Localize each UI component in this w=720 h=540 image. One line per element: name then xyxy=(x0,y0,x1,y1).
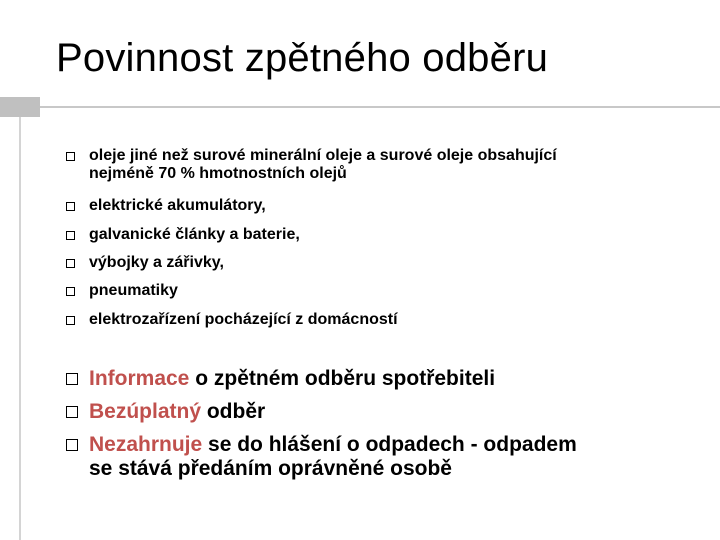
key-point-rest: odběr xyxy=(201,400,266,423)
square-bullet-icon xyxy=(66,231,75,240)
left-margin-rule xyxy=(19,117,21,540)
key-point-highlight: Bezúplatný xyxy=(89,400,202,423)
bullet-text-line: nejméně 70 % hmotnostních olejů xyxy=(89,165,347,182)
key-point-text xyxy=(89,367,689,391)
divider-line xyxy=(40,106,720,108)
key-point-highlight: Nezahrnuje xyxy=(89,433,203,456)
title-divider xyxy=(0,97,720,117)
square-bullet-icon xyxy=(66,439,78,451)
bullet-text-line: oleje jiné než surové minerální oleje a surové oleje obsahující xyxy=(89,147,557,164)
bullet-text: výbojky a zářivky, xyxy=(89,254,224,271)
square-bullet-icon xyxy=(66,152,75,161)
bullet-text: pneumatiky xyxy=(89,282,178,299)
key-point-text xyxy=(89,433,689,481)
square-bullet-icon xyxy=(66,259,75,268)
bullet-text: elektrické akumulátory, xyxy=(89,197,266,214)
key-point-rest: o zpětném odběru spotřebiteli xyxy=(189,367,496,390)
bullet-text: elektrozařízení pocházející z domácností xyxy=(89,311,398,328)
key-point-highlight: Informace xyxy=(89,367,190,390)
square-bullet-icon xyxy=(66,406,78,418)
divider-accent-block xyxy=(0,97,40,117)
key-point-text xyxy=(89,400,689,424)
square-bullet-icon xyxy=(66,202,75,211)
bullet-text xyxy=(89,147,689,183)
slide-title: Povinnost zpětného odběru xyxy=(56,36,549,80)
key-point-continuation: se stává předáním oprávněné osobě xyxy=(89,457,452,480)
square-bullet-icon xyxy=(66,316,75,325)
square-bullet-icon xyxy=(66,287,75,296)
square-bullet-icon xyxy=(66,373,78,385)
bullet-text: galvanické články a baterie, xyxy=(89,226,300,243)
key-point-rest: se do hlášení o odpadech - odpadem xyxy=(202,433,577,456)
